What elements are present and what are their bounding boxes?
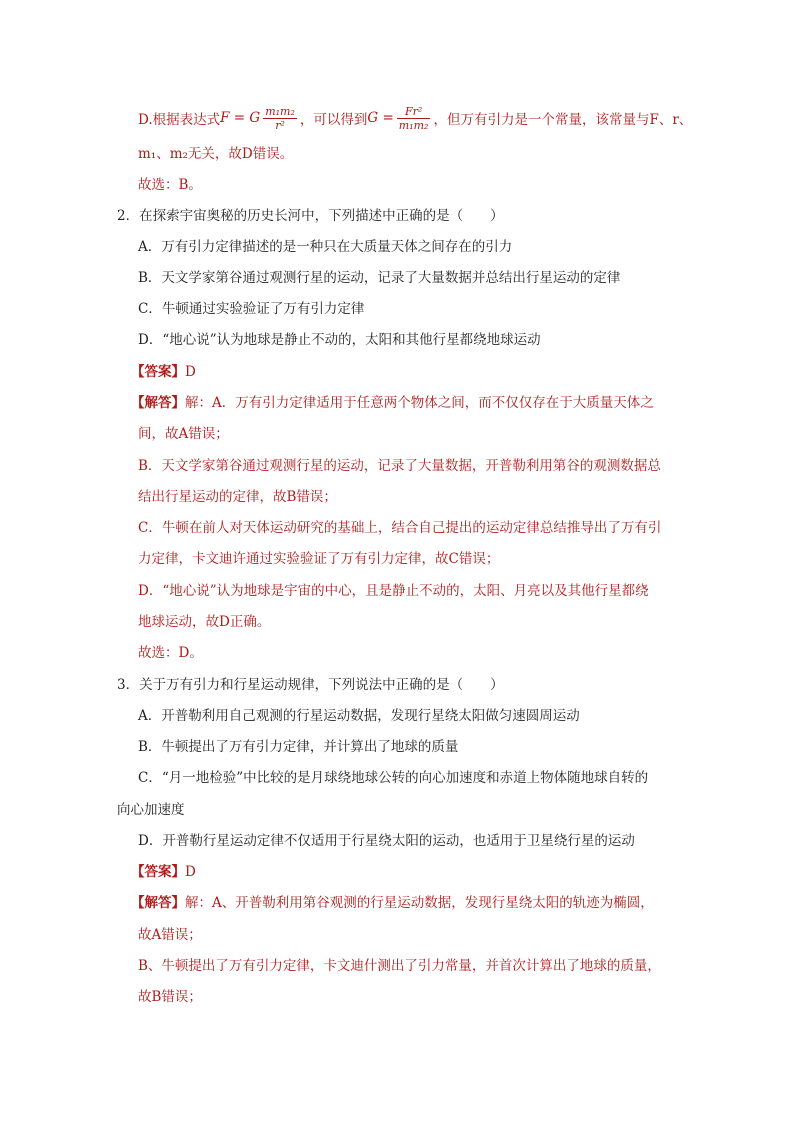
q2-answer-line [131, 362, 196, 382]
q3-option-c-line-1: C．“月一地检验”中比较的是月球绕地球公转的向心加速度和赤道上物体随地球自转的 [138, 770, 649, 786]
q3-answer-tag: 【答案】 [131, 864, 185, 880]
q3-solution-b1: B、牛顿提出了万有引力定律，卡文迪什测出了引力常量，并首次计算出了地球的质量， [138, 958, 661, 974]
formula-2-numerator: Fr² [404, 104, 423, 118]
option-d-prefix: D.根据表达式 [138, 112, 221, 128]
q2-solution-a1: 解：A．万有引力定律适用于任意两个物体之间，而不仅仅存在于大质量天体之 [185, 395, 654, 411]
q3-answer-value: D [185, 864, 196, 880]
q3-stem: 3．关于万有引力和行星运动规律，下列说法中正确的是（ ） [117, 677, 504, 693]
q2-answer-tag: 【答案】 [131, 364, 185, 380]
q2-solution-tag: 【解答】 [131, 395, 185, 411]
q2-solution-d1: D．“地心说”认为地球是宇宙的中心，且是静止不动的，太阳、月亮以及其他行星都绕 [138, 583, 649, 599]
q2-option-b: B．天文学家第谷通过观测行星的运动，记录了大量数据并总结出行星运动的定律 [138, 270, 621, 286]
formula-middle-text: ，可以得到 [299, 112, 368, 128]
q3-solution-a2: 故A错误； [138, 927, 202, 943]
formula-1-fraction [263, 105, 297, 132]
q3-option-d: D．开普勒行星运动定律不仅适用于行星绕太阳的运动，也适用于卫星绕行星的运动 [138, 833, 635, 849]
formula-2-denominator: m₁m₂ [398, 118, 429, 132]
q2-solution-b2: 结出行星运动的定律，故B错误； [138, 489, 337, 505]
q2-stem: 2．在探索宇宙奥秘的历史长河中，下列描述中正确的是（ ） [117, 208, 504, 224]
q2-option-d: D．“地心说”认为地球是静止不动的，太阳和其他行星都绕地球运动 [138, 332, 541, 348]
q3-answer-line [131, 862, 196, 882]
q3-solution-line-1 [131, 893, 654, 913]
option-d-line-2: m₁、m₂无关，故D错误。 [138, 146, 294, 162]
formula-2-fraction [397, 105, 431, 132]
q3-solution-b2: 故B错误； [138, 989, 202, 1005]
q2-solution-a2: 间，故A错误； [138, 426, 229, 442]
formula-1-lhs: F = G [220, 110, 261, 126]
q3-option-c-line-2: 向心加速度 [117, 802, 185, 818]
formula-1-numerator: m₁m₂ [265, 104, 295, 118]
q3-solution-tag: 【解答】 [131, 895, 185, 911]
option-d-suffix: ，但万有引力是一个常量，该常量与F、r、 [433, 112, 693, 128]
option-d-formula-line [138, 96, 692, 140]
q2-answer-value: D [185, 364, 196, 380]
q3-option-b: B．牛顿提出了万有引力定律，并计算出了地球的质量 [138, 739, 459, 755]
q2-solution-c1: C．牛顿在前人对天体运动研究的基础上，结合自己提出的运动定律总结推导出了万有引 [138, 520, 662, 536]
q3-option-a: A．开普勒利用自己观测的行星运动数据，发现行星绕太阳做匀速圆周运动 [138, 708, 580, 724]
q3-solution-a1: 解：A、开普勒利用第谷观测的行星运动数据，发现行星绕太阳的轨迹为椭圆， [185, 895, 654, 911]
formula-2-lhs: G = [367, 110, 394, 126]
q2-choose: 故选：D。 [138, 645, 203, 661]
q2-solution-c2: 力定律，卡文迪许通过实验验证了万有引力定律，故C错误； [138, 551, 500, 567]
q2-solution-b1: B．天文学家第谷通过观测行星的运动，记录了大量数据，开普勒利用第谷的观测数据总 [138, 458, 661, 474]
q2-option-a: A．万有引力定律描述的是一种只在大质量天体之间存在的引力 [138, 239, 513, 255]
q2-solution-d2: 地球运动，故D正确。 [138, 614, 271, 630]
q2-option-c: C．牛顿通过实验验证了万有引力定律 [138, 301, 365, 317]
choose-b: 故选：B。 [138, 177, 202, 193]
q2-solution-line-1 [131, 393, 654, 413]
formula-1-denominator: r² [275, 118, 285, 132]
